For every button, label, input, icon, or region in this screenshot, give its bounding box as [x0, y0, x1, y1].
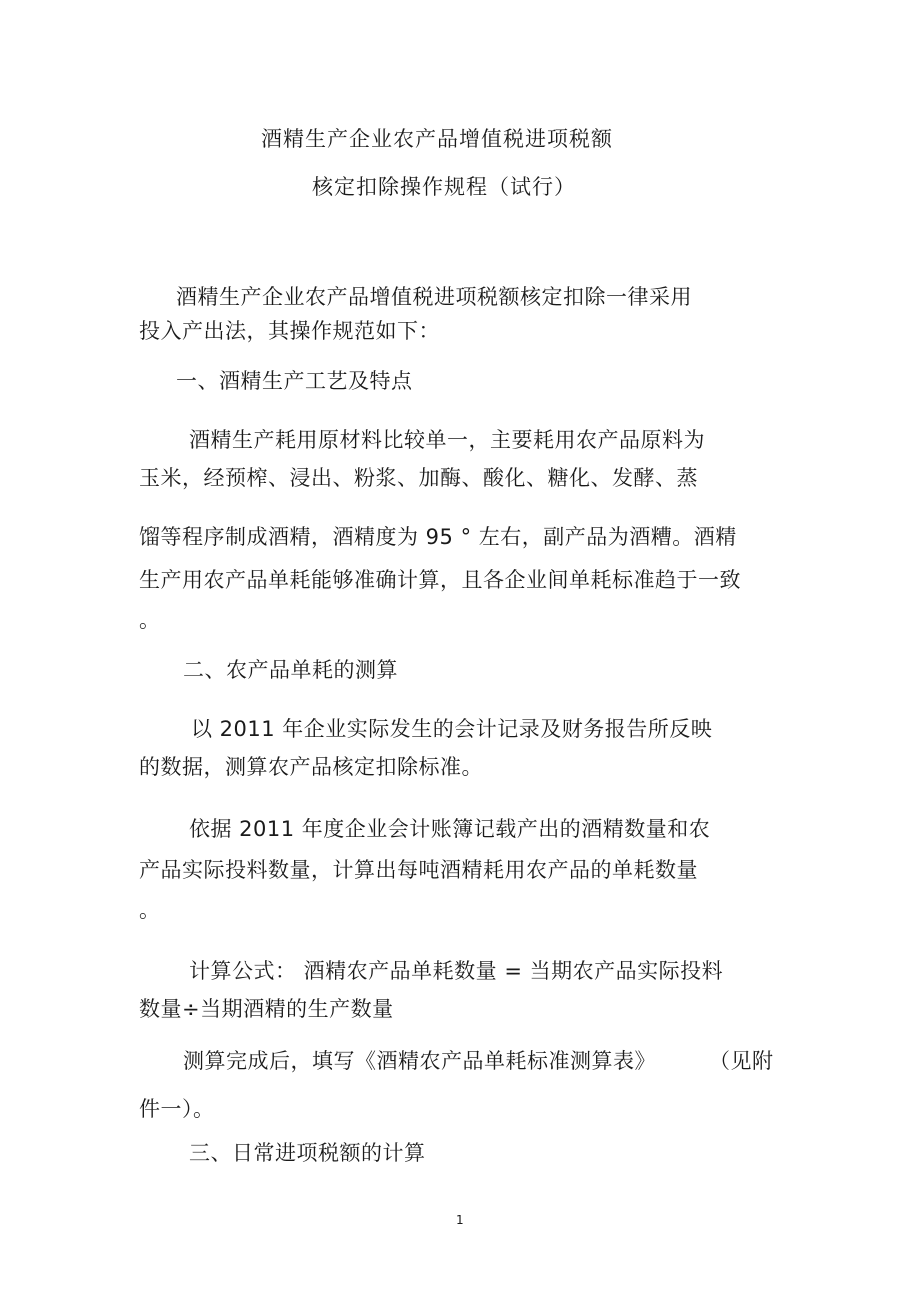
- section-1-line-3: 馏等程序制成酒精，酒精度为 95 ° 左右，副产品为酒糟。酒精: [139, 525, 737, 549]
- after-line-2: 件一）。: [139, 1097, 215, 1121]
- intro-line-1: 酒精生产企业农产品增值税进项税额核定扣除一律采用: [176, 285, 692, 309]
- section-1-line-4: 生产用农产品单耗能够准确计算，且各企业间单耗标准趋于一致: [139, 568, 741, 592]
- section-1-line-1: 酒精生产耗用原材料比较单一，主要耗用农产品原料为: [189, 428, 705, 452]
- intro-line-2: 投入产出法，其操作规范如下：: [139, 319, 440, 343]
- section-1-heading: 一、酒精生产工艺及特点: [176, 369, 413, 393]
- section-3-heading: 三、日常进项税额的计算: [189, 1141, 426, 1165]
- section-2-para2-line-1: 依据 2011 年度企业会计账簿记载产出的酒精数量和农: [189, 817, 711, 841]
- formula-line-2: 数量÷当期酒精的生产数量: [139, 997, 394, 1021]
- section-2-para2-line-2: 产品实际投料数量，计算出每吨酒精耗用农产品的单耗数量: [139, 858, 698, 882]
- section-2-heading: 二、农产品单耗的测算: [183, 658, 398, 682]
- section-2-para2-line-3: 。: [139, 898, 161, 922]
- section-1-line-2: 玉米，经预榨、浸出、粉浆、加酶、酸化、糖化、发酵、蒸: [139, 466, 698, 490]
- section-2-para1-line-2: 的数据，测算农产品核定扣除标准。: [139, 755, 483, 779]
- section-1-line-5: 。: [139, 608, 161, 632]
- title-line-1: 酒精生产企业农产品增值税进项税额: [261, 127, 613, 151]
- after-line-1: 测算完成后，填写《酒精农产品单耗标准测算表》: [183, 1049, 656, 1073]
- section-2-para1-line-1: 以 2011 年企业实际发生的会计记录及财务报告所反映: [191, 717, 713, 741]
- title-line-2: 核定扣除操作规程（试行）: [312, 175, 576, 199]
- formula-line-1: 计算公式： 酒精农产品单耗数量 = 当期农产品实际投料: [189, 959, 724, 983]
- page-number: 1: [456, 1213, 464, 1227]
- after-reference-open: （见附: [709, 1049, 774, 1073]
